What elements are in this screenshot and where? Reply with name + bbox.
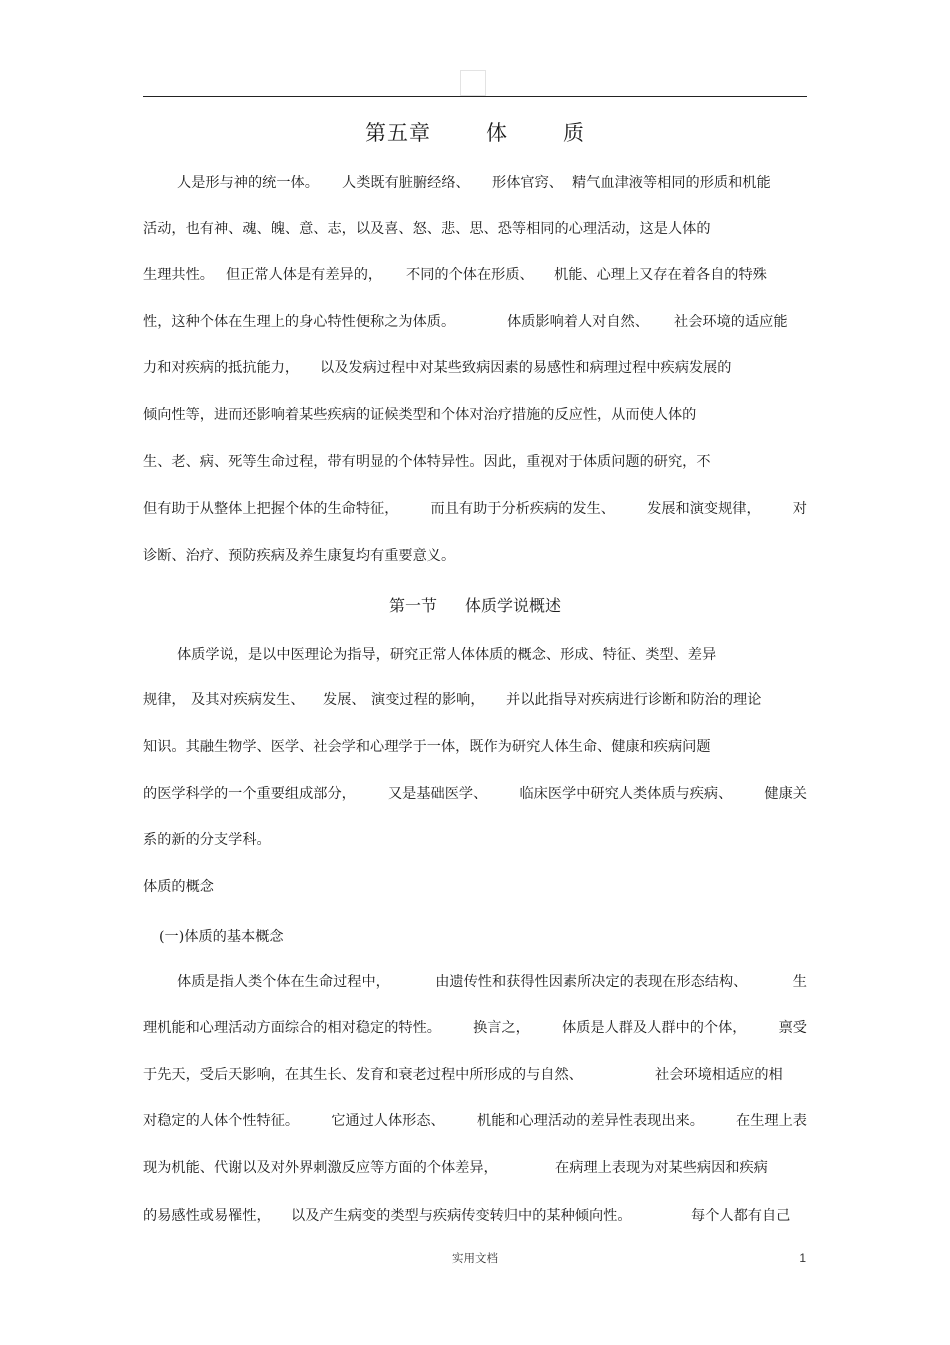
text-run: 现为机能、代谢以及对外界刺激反应等方面的个体差异， — [143, 1160, 498, 1176]
text-run: 体质影响着人对自然、 — [507, 314, 649, 330]
text-run: 对稳定的人体个性特征。 — [143, 1113, 300, 1129]
basic-line-4 — [143, 1110, 807, 1132]
text-run: 活动，也有神、魂、魄、意、志，以及喜、怒、悲、思、恐等相同的心理活动，这是人体的 — [143, 221, 711, 237]
chapter-title-char-1: 体 — [486, 121, 508, 145]
text-run: 生 — [792, 974, 807, 990]
text-run: 社会环境相适应的相 — [655, 1067, 783, 1083]
chapter-title-char-2: 质 — [563, 121, 585, 145]
text-run: 在病理上表现为对某些病因和疾病 — [555, 1160, 768, 1176]
page-number: 1 — [799, 1251, 806, 1265]
text-run: 而且有助于分析疾病的发生、 — [430, 501, 615, 517]
intro-line-1 — [143, 172, 807, 194]
overview-line-4 — [143, 783, 807, 805]
intro-line-6 — [143, 404, 807, 426]
overview-line-1 — [143, 644, 807, 666]
text-run: 体质是指人类个体在生命过程中， — [177, 974, 390, 990]
text-run: 机能和心理活动的差异性表现出来。 — [476, 1113, 704, 1129]
text-run: 对 — [792, 501, 807, 517]
intro-line-4 — [143, 311, 807, 333]
text-run: 知识。其融生物学、医学、社会学和心理学于一体，既作为研究人体生命、健康和疾病问题 — [143, 739, 711, 755]
text-run: 诊断、治疗、预防疾病及养生康复均有重要意义。 — [143, 548, 456, 564]
text-run: 但有助于从整体上把握个体的生命特征， — [143, 501, 399, 517]
intro-line-7 — [143, 451, 807, 473]
text-run: 体质学说，是以中医理论为指导，研究正常人体体质的概念、形成、特征、类型、差异 — [177, 647, 717, 663]
intro-line-3 — [143, 264, 807, 286]
overview-line-2 — [143, 689, 807, 711]
text-run: 机能、心理上又存在着各自的特殊 — [554, 267, 767, 283]
text-run: 精气血津液等相同的形质和机能 — [572, 175, 771, 191]
text-run: 的易感性或易罹性， — [143, 1208, 271, 1224]
header-rule — [143, 96, 807, 97]
text-run: 人类既有脏腑经络、 — [342, 175, 470, 191]
intro-line-8 — [143, 498, 807, 520]
text-run: 及其对疾病发生、 — [191, 692, 305, 708]
overview-line-3 — [143, 736, 807, 758]
basic-line-6 — [143, 1205, 807, 1227]
basic-line-2 — [143, 1017, 807, 1039]
basic-line-5 — [143, 1157, 807, 1179]
text-run: 理机能和心理活动方面综合的相对稳定的特性。 — [143, 1020, 441, 1036]
text-run: 每个人都有自己 — [691, 1208, 791, 1224]
basic-line-3 — [143, 1064, 807, 1086]
text-run: 由遗传性和获得性因素所决定的表现在形态结构、 — [435, 974, 748, 990]
intro-line-2 — [143, 218, 807, 240]
text-run: 不同的个体在形质、 — [406, 267, 534, 283]
section-label: 第一节 — [388, 596, 437, 615]
text-run: 发展、 — [323, 692, 366, 708]
text-run: 社会环境的适应能 — [674, 314, 788, 330]
heading-concept: 体质的概念 — [143, 879, 214, 895]
overview-line-5 — [143, 829, 807, 851]
text-run: 在生理上表 — [736, 1113, 807, 1129]
text-run: 以及产生病变的类型与疾病传变转归中的某种倾向性。 — [291, 1208, 632, 1224]
text-run: 健康关 — [764, 786, 807, 802]
text-run: 于先天，受后天影响，在其生长、发育和衰老过程中所形成的与自然、 — [143, 1067, 583, 1083]
text-run: 人是形与神的统一体。 — [177, 175, 319, 191]
text-run: 临床医学中研究人类体质与疾病、 — [519, 786, 733, 802]
text-run: 倾向性等，进而还影响着某些疾病的证候类型和个体对治疗措施的反应性，从而使人体的 — [143, 407, 697, 423]
basic-line-1 — [143, 971, 807, 993]
intro-line-5 — [143, 357, 807, 379]
chapter-title — [0, 116, 950, 150]
footer-label: 实用文档 — [452, 1251, 498, 1265]
section-heading — [0, 593, 950, 619]
text-run: 并以此指导对疾病进行诊断和防治的理论 — [506, 692, 762, 708]
text-run: 换言之， — [473, 1020, 530, 1036]
text-run: 形体官窍、 — [492, 175, 563, 191]
text-run: 性，这种个体在生理上的身心特性便称之为体质。 — [143, 314, 456, 330]
text-run: 以及发病过程中对某些致病因素的易感性和病理过程中疾病发展的 — [320, 360, 732, 376]
text-run: 系的新的分支学科。 — [143, 832, 271, 848]
intro-line-9 — [143, 545, 807, 567]
chapter-label: 第五章 — [365, 121, 431, 145]
section-title: 体质学说概述 — [465, 596, 562, 615]
text-run: 生、老、病、死等生命过程，带有明显的个体特异性。因此，重视对于体质问题的研究，不 — [143, 454, 711, 470]
text-run: 它通过人体形态、 — [331, 1113, 445, 1129]
text-run: 发展和演变规律， — [647, 501, 761, 517]
text-run: 的医学科学的一个重要组成部分， — [143, 786, 356, 802]
text-run: 体质是人群及人群中的个体， — [562, 1020, 747, 1036]
header-placeholder-box — [460, 70, 486, 96]
text-run: 力和对疾病的抵抗能力， — [143, 360, 300, 376]
text-run: 生理共性。 — [143, 267, 214, 283]
text-run: 演变过程的影响， — [371, 692, 485, 708]
subheading-basic-concept: (一)体质的基本概念 — [159, 929, 284, 945]
text-run: 禀受 — [778, 1020, 807, 1036]
text-run: 但正常人体是有差异的， — [226, 267, 383, 283]
text-run: 又是基础医学、 — [387, 786, 488, 802]
text-run: 规律， — [143, 692, 186, 708]
